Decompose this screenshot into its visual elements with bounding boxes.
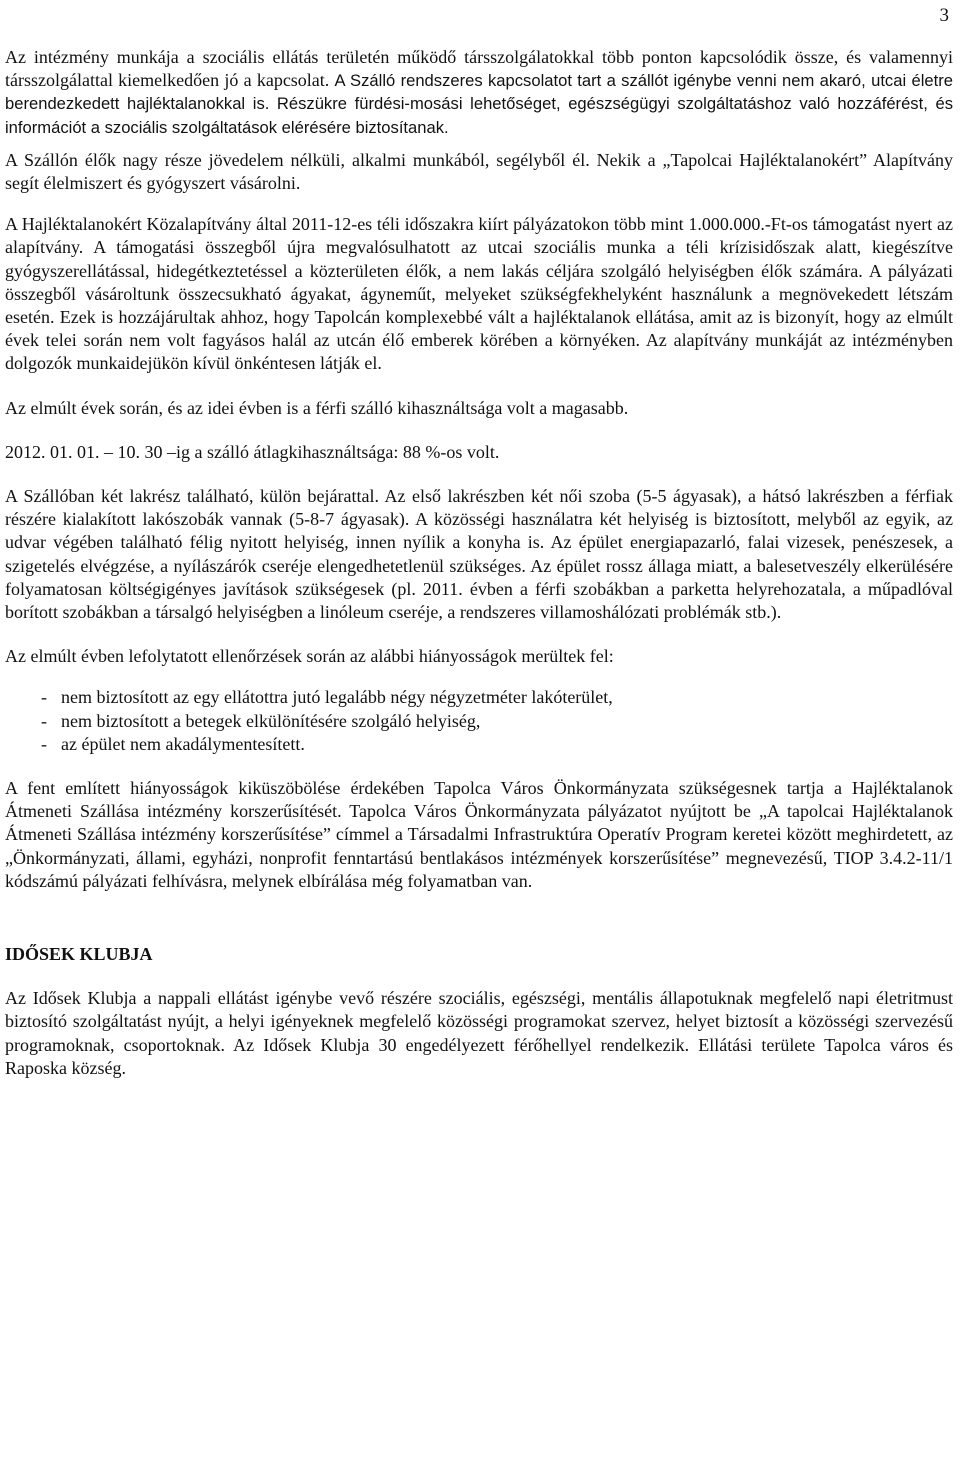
paragraph-residents-income: A Szállón élők nagy része jövedelem nélküli, alkalmi munkából, segélyből él. Nekik a „Tapolcai Hajléktalanokért” Alapítvány segít élelmiszert és gyógyszert vásárolni.: [5, 149, 953, 194]
paragraph-building-description: A Szállóban két lakrész található, külön bejárattal. Az első lakrészben két női szoba (5-5 ágyasak), a hátsó lakrészben a férfiak részére kialakított lakószobák vannak (5-8-7 ágyasak). A közösségi használatra két helyiség is biztosított, melyből az egyik, az udvar végében található félig nyitott helyiség, innen nyílik a konyha is. Az épület energiapazarló, falai vizesek, penészesek, a szigetelés elvégzése, a nyílászárók cseréje elengedhetetlenül szükséges. Az épület rossz állaga miatt, a balesetveszély elkerülésére folyamatosan költségigényes javítások szükségesek (pl. 2011. évben a férfi szobákban a parketta helyrehozatala, a műpadlóval borított szobákban a társalgó helyiségben a linóleum cseréje, a rendszeres villamoshálózati problémák stb.).: [5, 486, 953, 623]
list-item: [41, 710, 953, 733]
list-dash: -: [41, 733, 47, 754]
list-dash: -: [41, 687, 47, 708]
paragraph-cooperation: [5, 46, 953, 139]
list-item-text: nem biztosított az egy ellátottra jutó legalább négy négyzetméter lakóterület,: [61, 687, 613, 708]
deficiency-list: [5, 686, 953, 756]
page-number: 3: [939, 5, 949, 26]
paragraph-cooperation-sentence-3: Részükre fürdési-mosási lehetőséget, egészségügyi szolgáltatáshoz való hozzáférést, és információt a szociális szolgáltatások elérésére biztosítanak.: [5, 94, 953, 137]
section-heading: IDŐSEK KLUBJA: [5, 944, 153, 965]
list-item-text: nem biztosított a betegek elkülönítésére szolgáló helyiség,: [61, 710, 481, 731]
paragraph-occupancy: Az elmúlt évek során, és az idei évben is a férfi szálló kihasználtsága volt a magasabb.: [5, 397, 629, 418]
document-body: [5, 46, 953, 1080]
list-dash: -: [41, 710, 47, 731]
paragraph-inspection-intro: Az elmúlt évben lefolytatott ellenőrzések során az alábbi hiányosságok merültek fel:: [5, 646, 614, 667]
paragraph-modernization: A fent említett hiányosságok kiküszöbölése érdekében Tapolca Város Önkormányzata szükségesnek tartja a Hajléktalanok Átmeneti Szállása intézmény korszerűsítését. Tapolca Város Önkormányzata pályázatot nyújtott be „A tapolcai Hajléktalanok Átmeneti Szállása intézmény korszerűsítése” címmel a Társadalmi Infrastruktúra Operatív Program keretei között meghirdetett, az „Önkormányzati, állami, egyházi, nonprofit fenntartású bentlakásos intézmények korszerűsítése” megnevezésű, TIOP 3.4.2-11/1 kódszámú pályázati felhívásra, melynek elbírálása még folyamatban van.: [5, 778, 953, 891]
paragraph-elderly-club: Az Idősek Klubja a nappali ellátást igénybe vevő részére szociális, egészségi, mentális állapotuknak megfelelő napi életritmust biztosító szolgáltatást nyújt, a helyi igényeknek megfelelő közösségi programokat szervez, helyet biztosít a közösségi szervezésű programoknak, csoportoknak. Az Idősek Klubja 30 engedélyezett férőhellyel rendelkezik. Ellátási területe Tapolca város és Raposka község.: [5, 988, 953, 1078]
paragraph-cooperation-sentence-2: A Szálló rendszeres kapcsolatot tart a szállót igénybe venni nem akaró, utcai életre berendezkedett hajléktalanokkal is.: [5, 71, 953, 114]
paragraph-foundation-support: A Hajléktalanokért Közalapítvány által 2011-12-es téli időszakra kiírt pályázatokon több mint 1.000.000.-Ft-os támogatást nyert az alapítvány. A támogatási összegből újra megvalósulhatott az utcai szociális munka a téli krízisidőszak alatt, kiegészítve gyógyszerellátással, hidegétkeztetéssel a közterületen élők, a nem lakás céljára szolgáló helyiségben élők számára. A pályázati összegből vásároltunk összecsukható ágyakat, ágyneműt, melyeket szükségfekhelyként használunk a megnövekedett létszám esetén. Ezek is hozzájárultak ahhoz, hogy Tapolcán komplexebbé vált a hajléktalanok ellátása, amit az is bizonyít, hogy az elmúlt évek telei során nem volt fagyásos halál az utcán élő emberek körében a környéken. Az alapítvány munkáját az intézményben dolgozók munkaidejükön kívül önkéntesen látják el.: [5, 214, 953, 374]
paragraph-occupancy-rate: 2012. 01. 01. – 10. 30 –ig a szálló átlagkihasználtsága: 88 %-os volt.: [5, 441, 500, 462]
paragraph-cooperation-sentence-1: Az intézmény munkája a szociális ellátás területén működő társszolgálatokkal több ponton kapcsolódik össze, és valamennyi társszolgálattal kiemelkedően jó a kapcsolat.: [5, 47, 953, 91]
list-item: [41, 686, 953, 709]
list-item-text: az épület nem akadálymentesített.: [61, 733, 305, 754]
list-item: [41, 733, 953, 756]
